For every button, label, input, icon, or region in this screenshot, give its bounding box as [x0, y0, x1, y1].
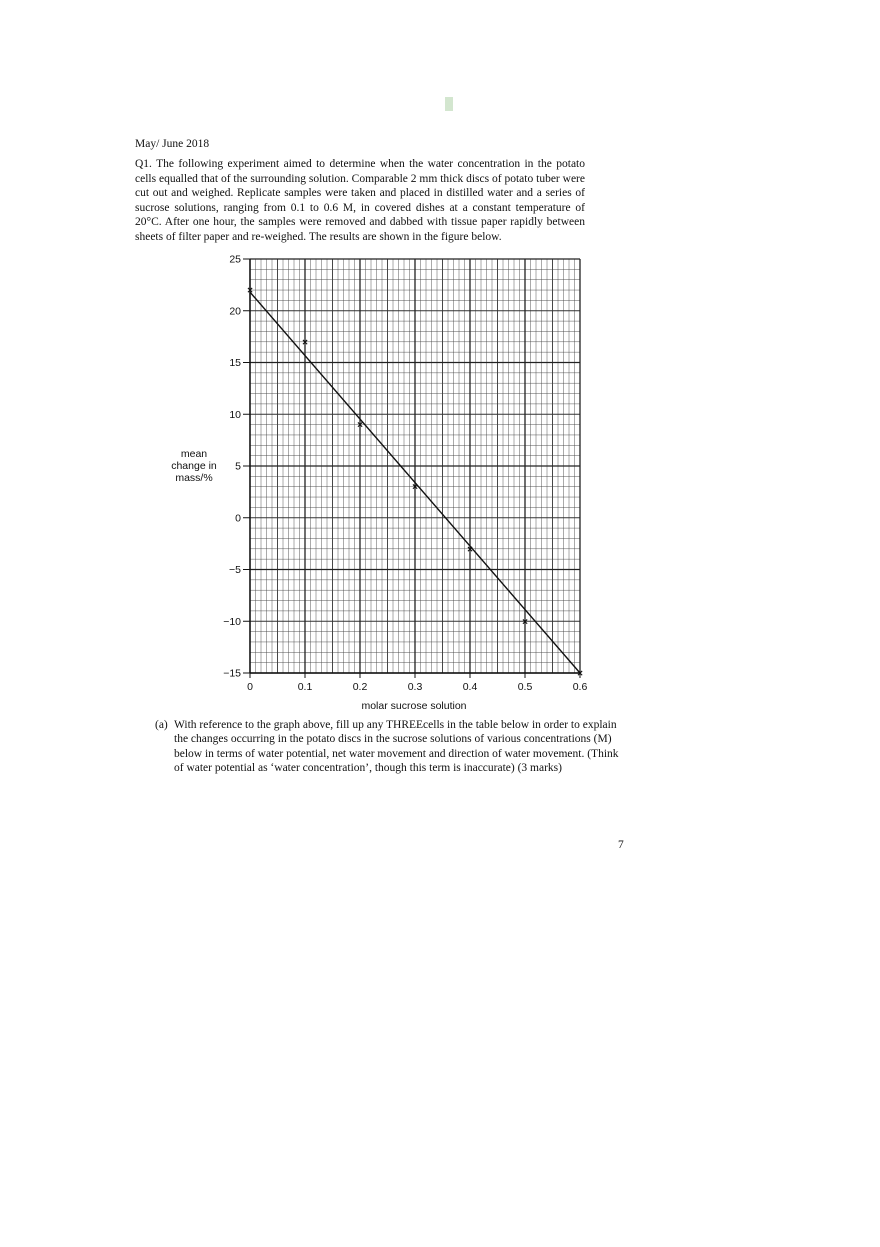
y-tick-label: 0 [235, 512, 241, 525]
chart-svg [150, 248, 610, 718]
y-tick-label: 25 [229, 253, 241, 266]
data-point: × [357, 420, 363, 432]
x-tick-label: 0.6 [572, 681, 588, 693]
mass-change-chart [150, 248, 610, 718]
part-a-label: (a) [155, 719, 168, 731]
part-a-text: With reference to the graph above, fill up any THREEcells in the table below in order to explain the changes occurring in the potato discs in the sucrose solutions of various concentrations (M) below in terms of water potential, net water movement and direction of water movement. (Think of water potential as ‘water concentration’, though this term is inaccurate) (3 marks) [174, 719, 619, 775]
question-text: Q1. The following experiment aimed to determine when the water concentration in the potato cells equalled that of the surrounding solution. Comparable 2 mm thick discs of potato tuber were cut out and weighed. Replicate samples were taken and placed in distilled water and a series of sucrose solutions, ranging from 0.1 to 0.6 M, in covered dishes at a constant temperature of 20°C. After one hour, the samples were removed and dabbed with tissue paper rapidly between sheets of filter paper and re-weighed. The results are shown in the figure below. [135, 158, 585, 243]
page-number: 7 [618, 839, 624, 851]
data-point: × [247, 285, 253, 297]
y-tick-label: 20 [229, 305, 241, 318]
x-tick-label: 0.2 [352, 681, 368, 693]
y-tick-label: 5 [235, 460, 241, 473]
y-tick-label: 15 [229, 357, 241, 369]
data-point: × [522, 616, 528, 628]
x-tick-label: 0.1 [297, 681, 313, 693]
decorative-mark [445, 97, 453, 111]
y-tick-label: 10 [229, 408, 241, 421]
data-point: × [302, 337, 308, 349]
y-tick-label: −10 [223, 615, 241, 628]
data-point: × [467, 544, 473, 556]
y-axis-label-line-3: mass/% [175, 472, 213, 484]
part-a-question [155, 718, 625, 776]
x-tick-label: 0.4 [462, 681, 478, 693]
x-tick-label: 0.3 [407, 681, 423, 693]
x-axis-label: molar sucrose solution [361, 700, 467, 712]
x-tick-label: 0 [247, 681, 253, 693]
exam-date: May/ June 2018 [135, 138, 210, 150]
y-tick-label: −5 [229, 564, 241, 576]
y-tick-label: −15 [223, 667, 241, 680]
y-axis-label-line-1: mean [180, 448, 208, 460]
x-tick-label: 0.5 [517, 681, 533, 693]
y-axis-label-line-2: change in [171, 460, 217, 472]
data-point: × [412, 482, 418, 494]
data-point: × [577, 668, 583, 680]
